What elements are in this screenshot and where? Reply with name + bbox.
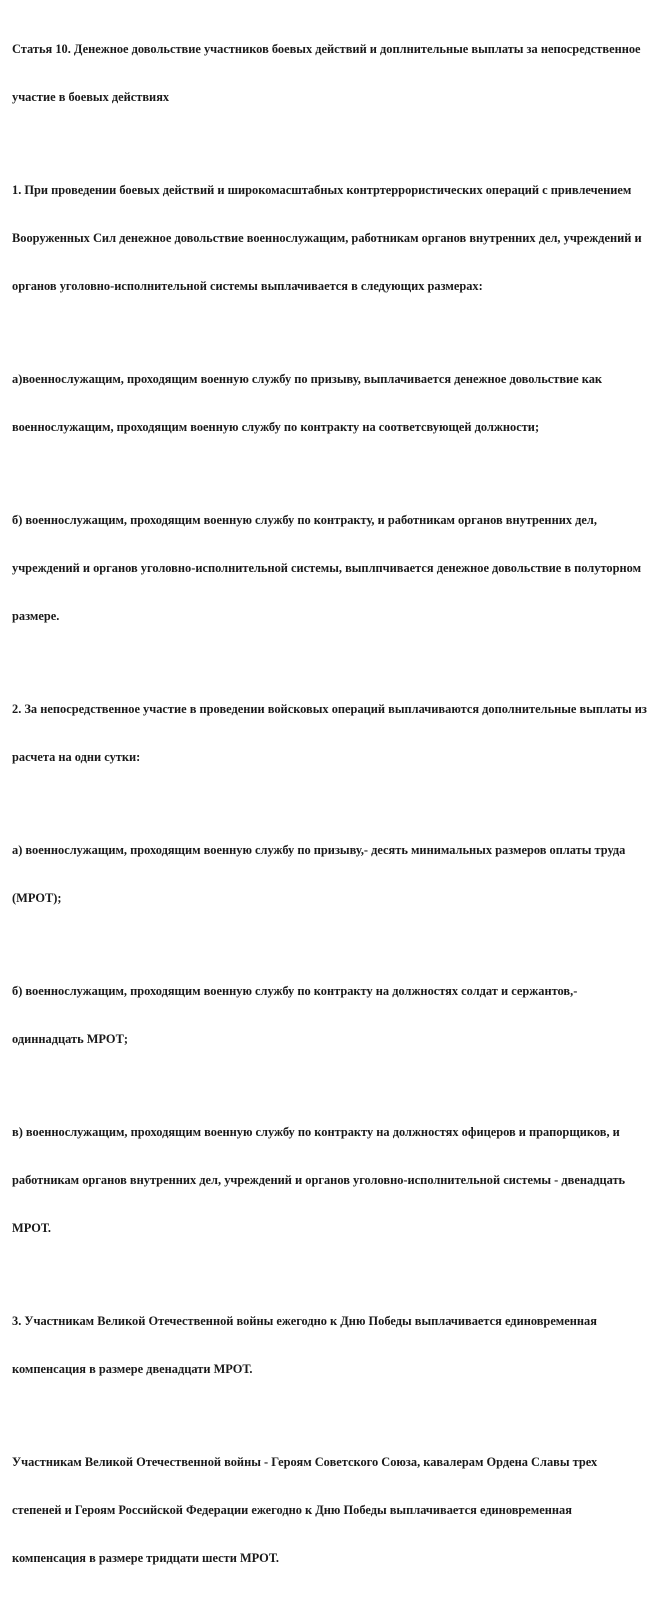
text-line: 3. Участникам Великой Отечественной войны ежегодно к Дню Победы выплачивается единовременная (12, 1314, 597, 1328)
text-line: Вооруженных Сил денежное довольствие военнослужащим, работникам органов внутренних дел, учреждений и (12, 231, 642, 245)
clause-2 (12, 669, 649, 797)
text-line: работникам органов внутренних дел, учреждений и органов уголовно-исполнительной системы - двенадцать (12, 1173, 626, 1187)
clause-2b (12, 951, 649, 1079)
text-line: Статья 10. Денежное довольствие участников боевых действий и доплнительные выплаты за непосредственное (12, 42, 641, 56)
article-title (12, 9, 649, 137)
text-line: расчета на одни сутки: (12, 750, 141, 764)
text-line: 1. При проведении боевых действий и широкомасштабных контртеррористических операций с привлечением (12, 183, 632, 197)
text-line: степеней и Героям Российской Федерации ежегодно к Дню Победы выплачивается единовременная (12, 1503, 572, 1517)
text-line: участие в боевых действиях (12, 90, 170, 104)
text-line: Участникам Великой Отечественной войны - Героям Советского Союза, кавалерам Ордена Славы трех (12, 1455, 598, 1469)
clause-1b (12, 480, 649, 656)
text-line: 2. За непосредственное участие в проведении войсковых операций выплачиваются дополнительные выплаты из (12, 702, 647, 716)
text-line: (МРОТ); (12, 891, 62, 905)
clause-1a (12, 339, 649, 467)
text-line: МРОТ. (12, 1221, 51, 1235)
text-line: б) военнослужащим, проходящим военную службу по контракту, и работникам органов внутренних дел, (12, 513, 597, 527)
text-line: а)военнослужащим, проходящим военную службу по призыву, выплачивается денежное довольствие как (12, 372, 603, 386)
text-line: одиннадцать МРОТ; (12, 1032, 128, 1046)
text-line: размере. (12, 609, 60, 623)
clause-1 (12, 150, 649, 326)
text-line: военнослужащим, проходящим военную службу по контракту на соответсвующей должности; (12, 420, 540, 434)
text-line: органов уголовно-исполнительной системы выплачивается в следующих размерах: (12, 279, 483, 293)
text-line: компенсация в размере тридцати шести МРОТ. (12, 1551, 279, 1565)
clause-3 (12, 1281, 649, 1409)
clause-3-heroes (12, 1422, 649, 1598)
text-line: в) военнослужащим, проходящим военную службу по контракту на должностях офицеров и прапорщиков, и (12, 1125, 620, 1139)
text-line: учреждений и органов уголовно-исполнительной системы, выплпчивается денежное довольствие в полуторном (12, 561, 642, 575)
text-line: а) военнослужащим, проходящим военную службу по призыву,- десять минимальных размеров оплаты труда (12, 843, 626, 857)
text-line: б) военнослужащим, проходящим военную службу по контракту на должностях солдат и сержантов,- (12, 984, 578, 998)
text-line: компенсация в размере двенадцати МРОТ. (12, 1362, 253, 1376)
clause-2c (12, 1092, 649, 1268)
clause-2a (12, 810, 649, 938)
